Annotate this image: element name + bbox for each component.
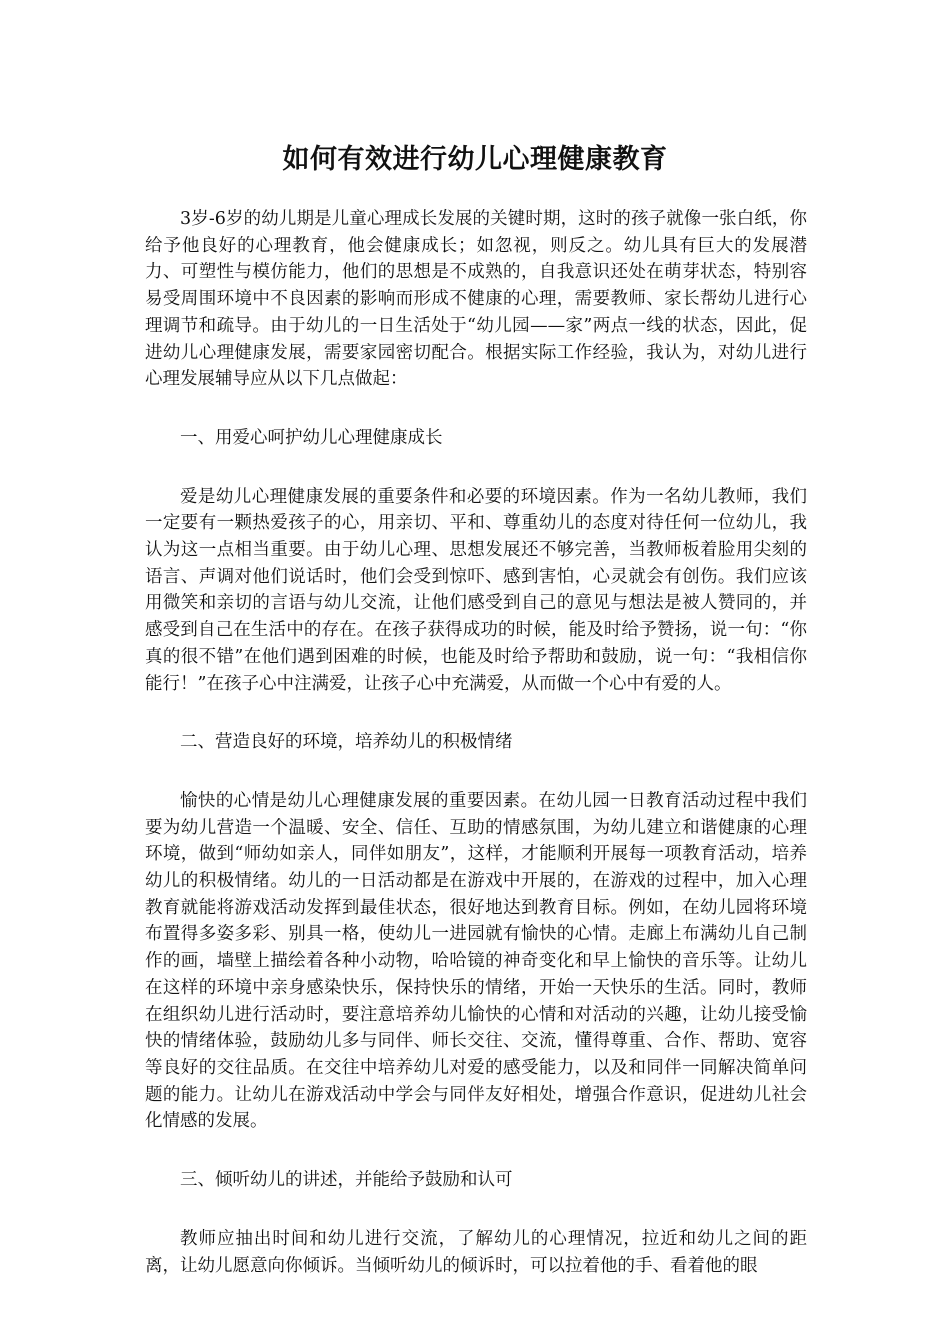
intro-paragraph: 3岁-6岁的幼儿期是儿童心理成长发展的关键时期，这时的孩子就像一张白纸，你给予他良好的心理教育，他会健康成长；如忽视，则反之。幼儿具有巨大的发展潜力、可塑性与模仿能力，他们的思想是不成熟的，自我意识还处在萌芽状态，特别容易受周围环境中不良因素的影响而形成不健康的心理，需要教师、家长帮幼儿进行心理调节和疏导。由于幼儿的一日生活处于“幼儿园——家”两点一线的状态，因此，促进幼儿心理健康发展，需要家园密切配合。根据实际工作经验，我认为，对幼儿进行心理发展辅导应从以下几点做起： <box>145 209 807 390</box>
section-body-1: 爱是幼儿心理健康发展的重要条件和必要的环境因素。作为一名幼儿教师，我们一定要有一颗热爱孩子的心，用亲切、平和、尊重幼儿的态度对待任何一位幼儿，我认为这一点相当重要。由于幼儿心理、思想发展还不够完善，当教师板着脸用尖刻的语言、声调对他们说话时，他们会受到惊吓、感到害怕，心灵就会有创伤。我们应该用微笑和亲切的言语与幼儿交流，让他们感受到自己的意见与想法是被人赞同的，并感受到自己在生活中的存在。在孩子获得成功的时候，能及时给予赞扬，说一句：“你真的很不错”在他们遇到困难的时候，也能及时给予帮助和鼓励，说一句：“我相信你能行！”在孩子心中注满爱，让孩子心中充满爱，从而做一个心中有爱的人。 <box>145 486 807 694</box>
section-heading-2: 二、营造良好的环境，培养幼儿的积极情绪 <box>180 732 513 753</box>
section-body-3: 教师应抽出时间和幼儿进行交流，了解幼儿的心理情况，拉近和幼儿之间的距离，让幼儿愿意向你倾诉。当倾听幼儿的倾诉时，可以拉着他的手、看着他的眼 <box>145 1228 807 1276</box>
section-heading-3: 三、倾听幼儿的讲述，并能给予鼓励和认可 <box>180 1170 513 1191</box>
section-heading-1: 一、用爱心呵护幼儿心理健康成长 <box>180 427 443 448</box>
section-body-2: 愉快的心情是幼儿心理健康发展的重要因素。在幼儿园一日教育活动过程中我们要为幼儿营造一个温暖、安全、信任、互助的情感氛围，为幼儿建立和谐健康的心理环境，做到“师幼如亲人，同伴如朋友”，这样，才能顺利开展每一项教育活动，培养幼儿的积极情绪。幼儿的一日活动都是在游戏中开展的，在游戏的过程中，加入心理教育就能将游戏活动发挥到最佳状态，很好地达到教育目标。例如，在幼儿园将环境布置得多姿多彩、别具一格，使幼儿一进园就有愉快的心情。走廊上布满幼儿自己制作的画，墙壁上描绘着各种小动物，哈哈镜的神奇变化和早上愉快的音乐等。让幼儿在这样的环境中亲身感染快乐，保持快乐的情绪，开始一天快乐的生活。同时，教师在组织幼儿进行活动时，要注意培养幼儿愉快的心情和对活动的兴趣，让幼儿接受愉快的情绪体验，鼓励幼儿多与同伴、师长交往、交流，懂得尊重、合作、帮助、宽容等良好的交往品质。在交往中培养幼儿对爱的感受能力，以及和同伴一同解决简单问题的能力。让幼儿在游戏活动中学会与同伴友好相处，增强合作意识，促进幼儿社会化情感的发展。 <box>145 790 807 1132</box>
document-title: 如何有效进行幼儿心理健康教育 <box>282 144 668 175</box>
document-body <box>145 206 807 1311</box>
